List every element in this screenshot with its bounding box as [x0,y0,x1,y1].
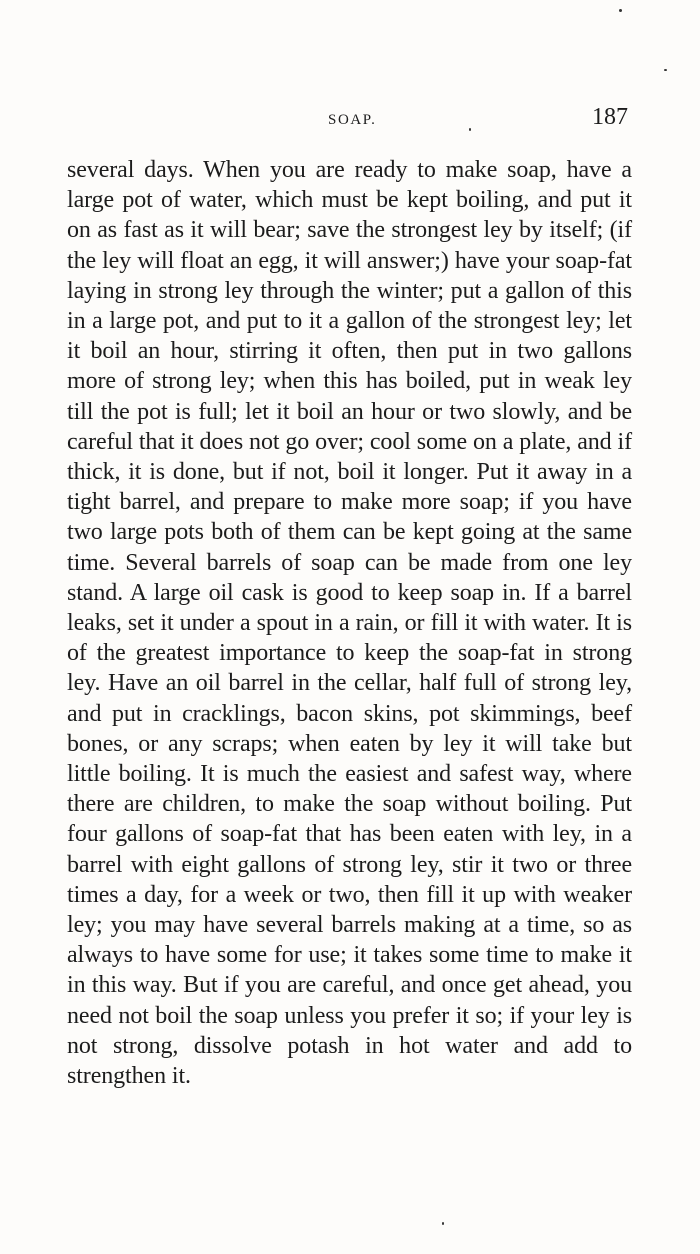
ink-speck-bottom [442,1222,444,1225]
page-number: 187 [592,104,628,130]
ink-speck-header [469,128,471,131]
ink-speck-top [619,9,622,12]
ink-speck-top-right [664,69,667,71]
running-head [0,104,700,138]
body-paragraph: several days. When you are ready to make soap, have a large pot of water, which must be kept boiling, and put it on as fast as it will bear; save the strongest ley by itself; (if the ley will float an egg, it will answer;) have your soap-fat laying in strong ley through the winter; put a gallon of this in a large pot, and put to it a gallon of the strongest ley; let it boil an hour, stirring it often, then put in two gallons more of strong ley; when this has boiled, put in weak ley till the pot is full; let it boil an hour or two slowly, and be careful that it does not go over; cool some on a plate, and if thick, it is done, but if not, boil it longer. Put it away in a tight barrel, and prepare to make more soap; if you have two large pots both of them can be kept going at the same time. Several barrels of soap can be made from one ley stand. A large oil cask is good to keep soap in. If a barrel leaks, set it under a spout in a rain, or fill it with water. It is of the greatest importance to keep the soap-fat in strong ley. Have an oil barrel in the cellar, half full of strong ley, and put in cracklings, bacon skins, pot skimmings, beef bones, or any scraps; when eaten by ley it will take but little boiling. It is much the easiest and safest way, where there are children, to make the soap without boiling. Put four gallons of soap-fat that has been eaten with ley, in a barrel with eight gallons of strong ley, stir it two or three times a day, for a week or two, then fill it up with weaker ley; you may have several barrels making at a time, so as always to have some for use; it takes some time to make it in this way. But if you are careful, and once get ahead, you need not boil the soap unless you prefer it so; if your ley is not strong, dissolve potash in hot water and add to strengthen it. [67,157,632,1090]
running-title: SOAP. [328,112,377,128]
